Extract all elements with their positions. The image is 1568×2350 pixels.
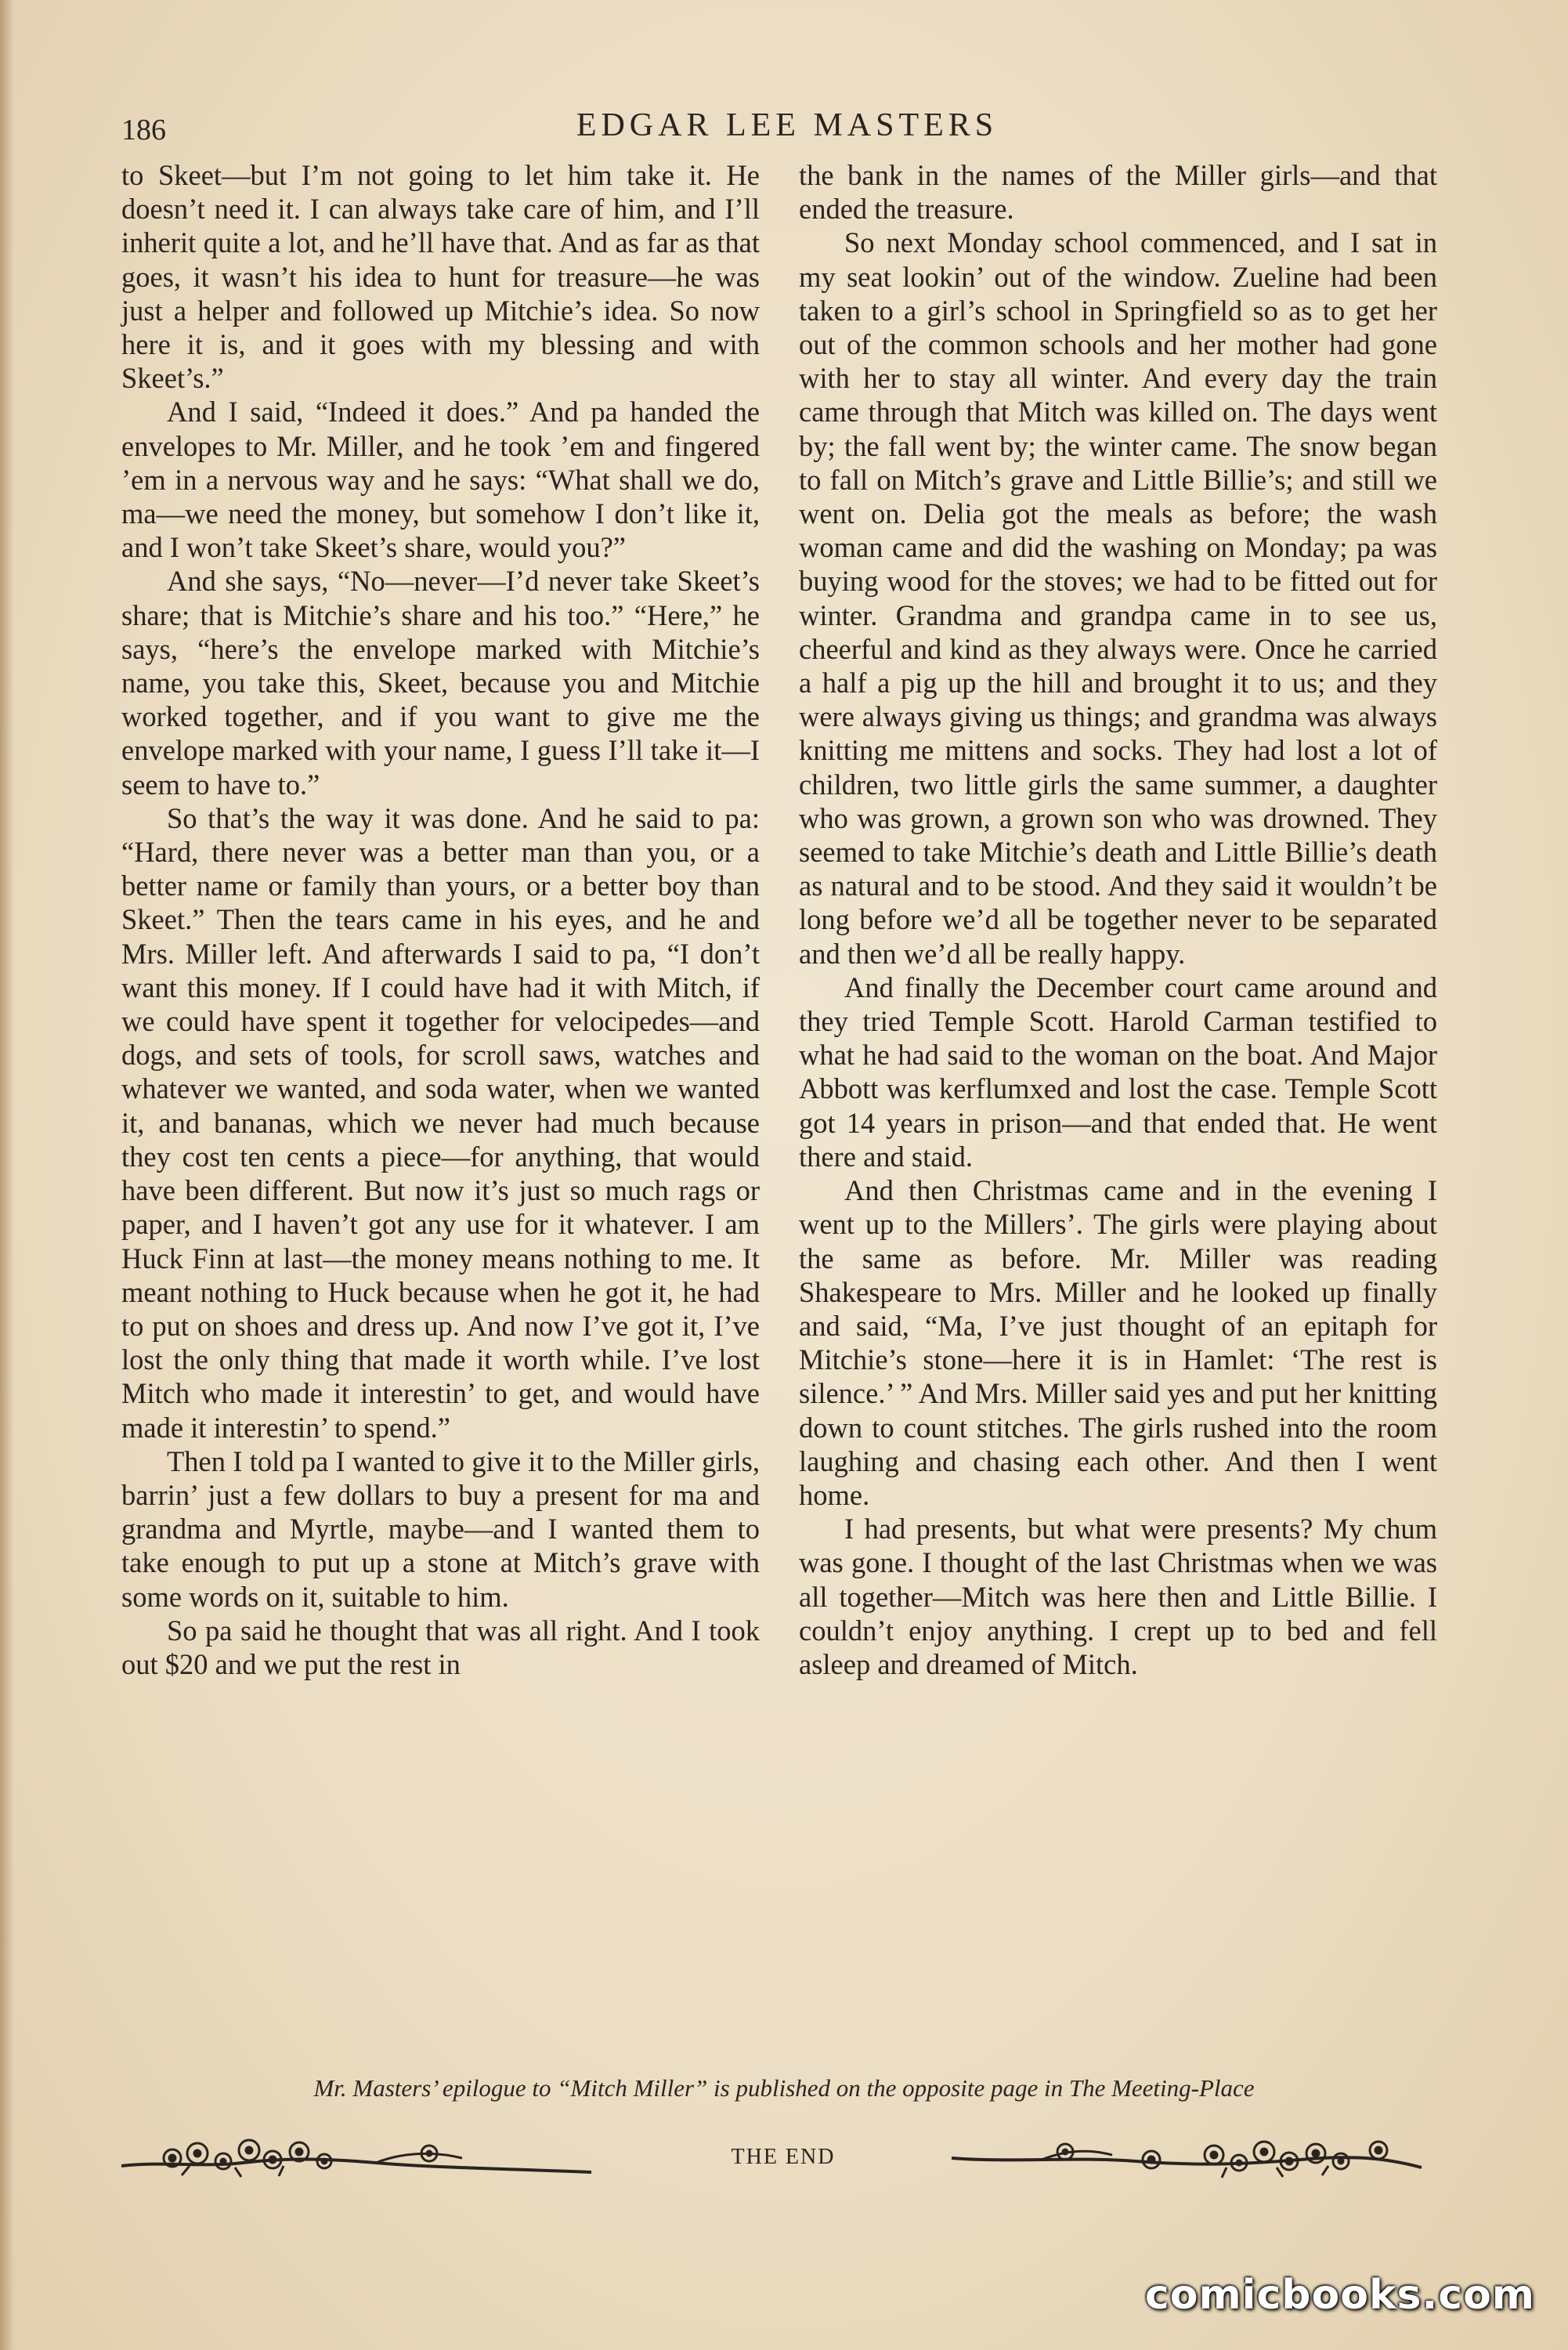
page-header [121, 107, 1453, 154]
left-column [121, 158, 760, 1681]
paragraph: And she says, “No—never—I’d never take Skeet’s share; that is Mitchie’s share and his too.” “Here,” he says, “here’s the envelope marked with Mitchie’s name, you take this, Skeet, because you and Mitchie worked together, and if you want to give me the envelope marked with your name, I guess I’ll take it—I seem to have to.” [121, 565, 760, 801]
paragraph: I had presents, but what were presents? My chum was gone. I thought of the last Christmas when we was all together—Mitch was here then and Little Billie. I couldn’t enjoy anything. I crept up to bed and fell asleep and dreamed of Mitch. [799, 1513, 1437, 1680]
page-edge-shadow [0, 0, 14, 2350]
paragraph: to Skeet—but I’m not going to let him take it. He doesn’t need it. I can always take care of him, and I’ll inherit quite a lot, and he’ll have that. And as far as that goes, it wasn’t his idea to hunt for treasure—he was just a helper and followed up Mitchie’s idea. So now here it is, and it goes with my blessing and with Skeet’s.” [121, 159, 760, 395]
page-number: 186 [121, 114, 166, 146]
paragraph: So next Monday school commenced, and I sat in my seat lookin’ out of the window. Zueline had been taken to a girl’s school in Springfield so as to get her out of the common schools and her mother had gone with her to stay all winter. And every day the train came through that Mitch was killed on. The days went by; the fall went by; the winter came. The snow began to fall on Mitch’s grave and Little Billie’s; and still we went on. Delia got the meals as before; the wash woman came and did the washing on Monday; pa was buying wood for the stoves; we had to be fitted out for winter. Grandma and grandpa came in to see us, cheerful and kind as they always were. Once he carried a half a pig up the hill and brought it to us; and they were always giving us things; and grandma was always knitting me mittens and socks. They had lost a lot of children, two little girls the same summer, a daughter who was grown, a grown son who was drowned. They seemed to take Mitchie’s death and Little Billie’s death as natural and to be stood. And they said it wouldn’t be long before we’d all be together never to be separated and then we’d all be really happy. [799, 226, 1437, 970]
watermark-text: comicbooks.com [1144, 2272, 1535, 2319]
paragraph: Then I told pa I wanted to give it to the Miller girls, barrin’ just a few dollars to buy a present for ma and grandma and Myrtle, maybe—and I wanted them to take enough to put up a stone at Mitch’s grave with some words on it, suitable to him. [121, 1444, 760, 1613]
paragraph: So pa said he thought that was all right. And I took out $20 and we put the rest in [121, 1614, 760, 1680]
paragraph: And then Christmas came and in the evening I went up to the Millers’. The girls were playing about the same as before. Mr. Miller was reading Shakespeare to Mrs. Miller and he looked up finally and said, “Ma, I’ve just thought of an epitaph for Mitchie’s stone—here it is in Hamlet: ‘The rest is silence.’ ” And Mrs. Miller said yes and put her knitting down to count stitches. The girls rushed into the room laughing and chasing each other. And then I went home. [799, 1174, 1437, 1511]
vine-ornament-left [117, 2127, 595, 2189]
paragraph: And I said, “Indeed it does.” And pa handed the envelopes to Mr. Miller, and he took ’em and fingered ’em in a nervous way and he says: “What shall we do, ma—we need the money, but somehow I don’t like it, and I won’t take Skeet’s share, would you?” [121, 396, 760, 564]
footnote: Mr. Masters’ epilogue to “Mitch Miller” is published on the opposite page in The Meeting-Place [313, 2074, 1255, 2102]
the-end-label: THE END [731, 2145, 836, 2169]
paragraph: And finally the December court came around and they tried Temple Scott. Harold Carman testified to what he had said to the woman on the boat. And Major Abbott was kerflumxed and lost the case. Temple Scott got 14 years in prison—and that ended that. He went there and staid. [799, 971, 1437, 1173]
paragraph: So that’s the way it was done. And he said to pa: “Hard, there never was a better man than you, or a better name or family than yours, or a better boy than Skeet.” Then the tears came in his eyes, and he and Mrs. Miller left. And afterwards I said to pa, “I don’t want this money. If I could have had it with Mitch, if we could have spent it together for velocipedes—and dogs, and sets of tools, for scroll saws, watches and whatever we wanted, and soda water, when we wanted it, and bananas, which we never had much because they cost ten cents a piece—for anything, that would have been different. But now it’s just so much rags or paper, and I haven’t got any use for it whatever. I am Huck Finn at last—the money means nothing to me. It meant nothing to Huck because when he got it, he had to put on shoes and dress up. And now I’ve got it, I’ve lost the only thing that made it worth while. I’ve lost Mitch who made it interestin’ to get, and would have made it interestin’ to spend.” [121, 801, 760, 1444]
vine-ornament-right [948, 2127, 1425, 2189]
paragraph: the bank in the names of the Miller girls—and that ended the treasure. [799, 159, 1437, 226]
running-head: EDGAR LEE MASTERS [576, 107, 999, 143]
right-column [799, 158, 1437, 1681]
